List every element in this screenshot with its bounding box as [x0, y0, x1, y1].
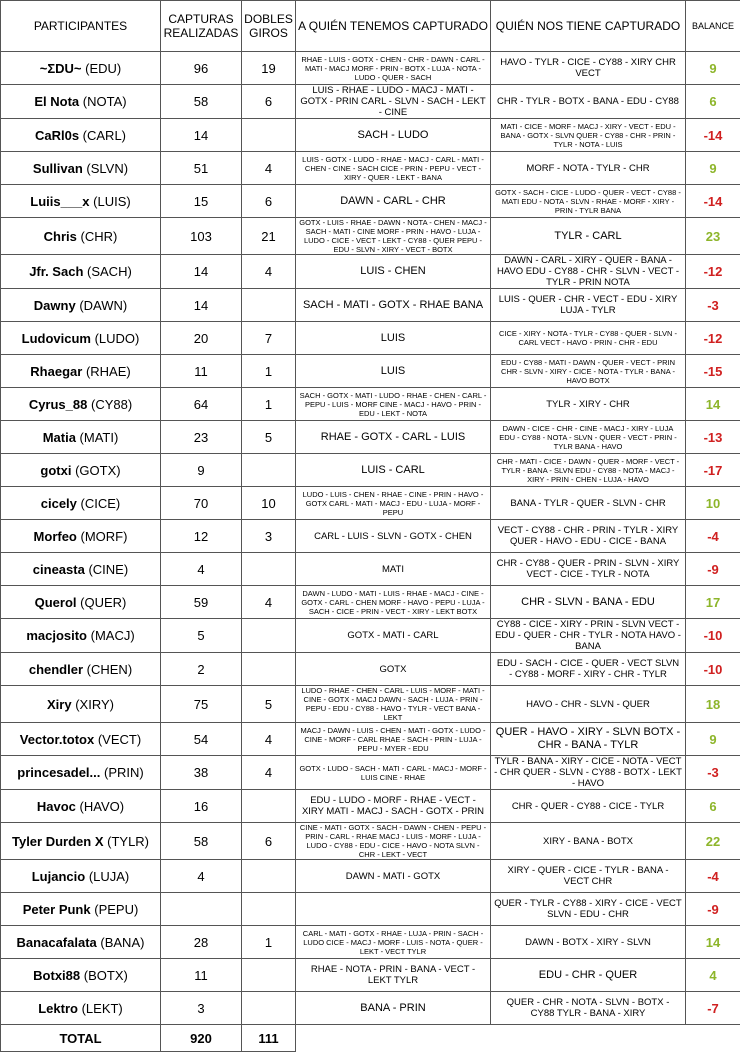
participant-code: (XIRY)	[75, 697, 114, 712]
header-captures: CAPTURAS REALIZADAS	[161, 1, 242, 52]
doubles-cell: 3	[242, 520, 296, 553]
balance-cell: -12	[686, 322, 740, 355]
captured-by-us-cell: SACH - MATI - GOTX - RHAE BANA	[296, 289, 491, 322]
captured-by-us-cell: SACH - GOTX - MATI - LUDO - RHAE - CHEN - CARL - PEPU - LUIS - MORF CINE - MACJ - HAVO - PRIN - EDU - LEKT - NOTA	[296, 388, 491, 421]
captures-cell: 5	[161, 619, 242, 653]
captured-us-cell: GOTX - SACH - CICE - LUDO - QUER - VECT - CY88 - MATI EDU - NOTA - SLVN - RHAE - MORF - XIRY - PRIN - TYLR BANA	[491, 185, 686, 218]
captured-by-us-cell: GOTX - LUIS - RHAE - DAWN - NOTA - CHEN - MACJ - SACH - MATI - CINE MORF - PRIN - HAVO - LUJA - LUDO - CICE - VECT - LEKT - CY88 - QUER PEPU - EDU - SLVN - XIRY - VECT - BOTX	[296, 218, 491, 255]
captured-us-cell: CHR - CY88 - QUER - PRIN - SLVN - XIRY VECT - CICE - TYLR - NOTA	[491, 553, 686, 586]
balance-cell: -13	[686, 421, 740, 454]
captured-us-cell: MATI - CICE - MORF - MACJ - XIRY - VECT - EDU - BANA - GOTX - SLVN QUER - CY88 - CHR - PRIN - TYLR - NOTA - LUIS	[491, 119, 686, 152]
table-row	[1, 52, 740, 85]
participant-code: (CARL)	[83, 128, 126, 143]
participant-name: Jfr. Sach	[29, 264, 83, 279]
captures-cell: 75	[161, 686, 242, 723]
participant-cell	[1, 790, 161, 823]
participant-cell	[1, 723, 161, 756]
captured-us-cell: DAWN - CARL - XIRY - QUER - BANA - HAVO EDU - CY88 - CHR - SLVN - VECT - TYLR - PRIN NOTA	[491, 255, 686, 289]
table-row	[1, 454, 740, 487]
captures-cell: 16	[161, 790, 242, 823]
balance-cell: 9	[686, 723, 740, 756]
balance-cell: -10	[686, 653, 740, 686]
participant-code: (BANA)	[100, 935, 144, 950]
table-row	[1, 520, 740, 553]
participant-cell	[1, 520, 161, 553]
captured-us-cell: EDU - SACH - CICE - QUER - VECT SLVN - CY88 - MORF - XIRY - CHR - TYLR	[491, 653, 686, 686]
captured-by-us-cell: LUDO - RHAE - CHEN - CARL - LUIS - MORF - MATI - CINE - GOTX - MACJ DAWN - SACH - LUJA - PRIN - PEPU - EDU - CY88 - HAVO - TYLR - VECT BANA - LEKT	[296, 686, 491, 723]
balance-cell: 9	[686, 52, 740, 85]
captured-by-us-cell: LUIS - GOTX - LUDO - RHAE - MACJ - CARL - MATI - CHEN - CINE - SACH CICE - PRIN - PEPU - VECT - XIRY - QUER - LEKT - BANA	[296, 152, 491, 185]
captures-cell: 64	[161, 388, 242, 421]
table-row	[1, 388, 740, 421]
participant-code: (CINE)	[88, 562, 128, 577]
captures-cell: 28	[161, 926, 242, 959]
participant-code: (MORF)	[81, 529, 128, 544]
balance-cell: 18	[686, 686, 740, 723]
balance-cell: -7	[686, 992, 740, 1025]
participant-cell	[1, 218, 161, 255]
participant-name: Banacafalata	[17, 935, 97, 950]
captured-us-cell: XIRY - QUER - CICE - TYLR - BANA - VECT CHR	[491, 860, 686, 893]
captured-by-us-cell: DAWN - MATI - GOTX	[296, 860, 491, 893]
table-row	[1, 355, 740, 388]
captured-by-us-cell: MACJ - DAWN - LUIS - CHEN - MATI - GOTX - LUDO - CINE - MORF - CARL RHAE - SACH - PRIN - LUJA - PEPU - MYER - EDU	[296, 723, 491, 756]
participant-code: (VECT)	[98, 732, 141, 747]
participant-cell	[1, 823, 161, 860]
participant-code: (CY88)	[91, 397, 132, 412]
participant-code: (RHAE)	[86, 364, 131, 379]
captures-cell: 14	[161, 255, 242, 289]
participant-cell	[1, 289, 161, 322]
captured-us-cell: CHR - QUER - CY88 - CICE - TYLR	[491, 790, 686, 823]
doubles-cell: 4	[242, 723, 296, 756]
captured-us-cell: HAVO - CHR - SLVN - QUER	[491, 686, 686, 723]
captures-cell: 59	[161, 586, 242, 619]
balance-cell: -4	[686, 860, 740, 893]
participant-code: (MATI)	[80, 430, 119, 445]
participant-code: (PRIN)	[104, 765, 144, 780]
captured-by-us-cell	[296, 893, 491, 926]
table-row	[1, 553, 740, 586]
captured-by-us-cell: MATI	[296, 553, 491, 586]
captures-cell: 58	[161, 823, 242, 860]
captured-by-us-cell: RHAE - GOTX - CARL - LUIS	[296, 421, 491, 454]
balance-cell: -3	[686, 756, 740, 790]
participant-name: Peter Punk	[23, 902, 91, 917]
balance-cell: -14	[686, 119, 740, 152]
participant-cell	[1, 487, 161, 520]
balance-cell: -12	[686, 255, 740, 289]
captured-by-us-cell: LUIS	[296, 355, 491, 388]
participant-name: Lujancio	[32, 869, 85, 884]
captures-cell: 103	[161, 218, 242, 255]
doubles-cell: 1	[242, 355, 296, 388]
table-row	[1, 926, 740, 959]
table-row	[1, 756, 740, 790]
participant-cell	[1, 454, 161, 487]
participant-name: cineasta	[33, 562, 85, 577]
participant-cell	[1, 388, 161, 421]
header-captured-by-us: A QUIÉN TENEMOS CAPTURADO	[296, 1, 491, 52]
doubles-cell	[242, 992, 296, 1025]
captures-cell: 11	[161, 355, 242, 388]
participant-name: Morfeo	[34, 529, 77, 544]
captured-by-us-cell: RHAE - NOTA - PRIN - BANA - VECT - LEKT TYLR	[296, 959, 491, 992]
captured-by-us-cell: DAWN - CARL - CHR	[296, 185, 491, 218]
captured-us-cell: EDU - CHR - QUER	[491, 959, 686, 992]
captured-us-cell: LUIS - QUER - CHR - VECT - EDU - XIRY LUJA - TYLR	[491, 289, 686, 322]
header-balance: BALANCE	[686, 1, 740, 52]
captures-cell: 58	[161, 85, 242, 119]
captures-cell: 4	[161, 860, 242, 893]
table-row	[1, 686, 740, 723]
participant-name: cicely	[41, 496, 77, 511]
doubles-cell: 1	[242, 926, 296, 959]
captured-us-cell: CICE - XIRY - NOTA - TYLR - CY88 - QUER - SLVN - CARL VECT - HAVO - PRIN - CHR - EDU	[491, 322, 686, 355]
doubles-cell: 19	[242, 52, 296, 85]
captured-us-cell: CHR - MATI - CICE - DAWN - QUER - MORF - VECT - TYLR - BANA - SLVN EDU - CY88 - NOTA - MACJ - XIRY - PRIN - CHEN - LUJA - HAVO	[491, 454, 686, 487]
captured-us-cell: QUER - HAVO - XIRY - SLVN BOTX - CHR - BANA - TYLR	[491, 723, 686, 756]
captured-by-us-cell: SACH - LUDO	[296, 119, 491, 152]
doubles-cell: 1	[242, 388, 296, 421]
captured-by-us-cell: CARL - MATI - GOTX - RHAE - LUJA - PRIN - SACH - LUDO CICE - MACJ - MORF - LUIS - NOTA - QUER - LEKT - VECT TYLR	[296, 926, 491, 959]
participant-cell	[1, 119, 161, 152]
balance-cell: 6	[686, 790, 740, 823]
participant-cell	[1, 959, 161, 992]
table-row	[1, 218, 740, 255]
captures-cell: 14	[161, 289, 242, 322]
participant-cell	[1, 421, 161, 454]
captures-cell: 38	[161, 756, 242, 790]
captured-us-cell: HAVO - TYLR - CICE - CY88 - XIRY CHR VECT	[491, 52, 686, 85]
balance-cell: 10	[686, 487, 740, 520]
participant-cell	[1, 619, 161, 653]
participant-cell	[1, 756, 161, 790]
participant-cell	[1, 52, 161, 85]
captures-cell: 9	[161, 454, 242, 487]
table-row	[1, 421, 740, 454]
participant-name: Havoc	[37, 799, 76, 814]
doubles-cell	[242, 893, 296, 926]
captured-us-cell: MORF - NOTA - TYLR - CHR	[491, 152, 686, 185]
table-row	[1, 959, 740, 992]
table-row	[1, 619, 740, 653]
balance-cell: 22	[686, 823, 740, 860]
captures-cell: 12	[161, 520, 242, 553]
participant-code: (TYLR)	[107, 834, 149, 849]
captured-us-cell: TYLR - CARL	[491, 218, 686, 255]
doubles-cell	[242, 454, 296, 487]
doubles-cell	[242, 653, 296, 686]
balance-cell: 14	[686, 388, 740, 421]
captured-us-cell: QUER - CHR - NOTA - SLVN - BOTX - CY88 TYLR - BANA - XIRY	[491, 992, 686, 1025]
participant-cell	[1, 992, 161, 1025]
participant-code: (LEKT)	[82, 1001, 123, 1016]
doubles-cell: 4	[242, 152, 296, 185]
captured-by-us-cell: EDU - LUDO - MORF - RHAE - VECT - XIRY MATI - MACJ - SACH - GOTX - PRIN	[296, 790, 491, 823]
table-row	[1, 255, 740, 289]
doubles-cell: 21	[242, 218, 296, 255]
total-doubles: 111	[242, 1025, 296, 1052]
doubles-cell: 4	[242, 586, 296, 619]
captured-by-us-cell: CARL - LUIS - SLVN - GOTX - CHEN	[296, 520, 491, 553]
participant-name: Matia	[43, 430, 76, 445]
doubles-cell: 7	[242, 322, 296, 355]
table-row	[1, 790, 740, 823]
participant-code: (LUDO)	[95, 331, 140, 346]
header-row	[1, 1, 740, 52]
table-row	[1, 185, 740, 218]
participant-name: Cyrus_88	[29, 397, 88, 412]
participant-name: Dawny	[34, 298, 76, 313]
participant-cell	[1, 185, 161, 218]
captured-by-us-cell: DAWN - LUDO - MATI - LUIS - RHAE - MACJ - CINE - GOTX - CARL - CHEN MORF - HAVO - PEPU - LUJA - SACH - CICE - PRIN - VECT - XIRY - LEKT BOTX	[296, 586, 491, 619]
captured-by-us-cell: LUIS - RHAE - LUDO - MACJ - MATI - GOTX - PRIN CARL - SLVN - SACH - LEKT - CINE	[296, 85, 491, 119]
captured-by-us-cell: BANA - PRIN	[296, 992, 491, 1025]
table-row	[1, 723, 740, 756]
participant-name: ~ΣDU~	[40, 61, 82, 76]
participant-name: Xiry	[47, 697, 72, 712]
captured-us-cell: DAWN - BOTX - XIRY - SLVN	[491, 926, 686, 959]
captured-us-cell: CHR - TYLR - BOTX - BANA - EDU - CY88	[491, 85, 686, 119]
table-body	[1, 52, 740, 1025]
doubles-cell	[242, 553, 296, 586]
captures-cell: 2	[161, 653, 242, 686]
participant-code: (SLVN)	[86, 161, 128, 176]
participant-name: Luiis___x	[30, 194, 89, 209]
doubles-cell	[242, 119, 296, 152]
participant-cell	[1, 860, 161, 893]
total-captures: 920	[161, 1025, 242, 1052]
doubles-cell: 10	[242, 487, 296, 520]
table-row	[1, 992, 740, 1025]
table-row	[1, 119, 740, 152]
participant-cell	[1, 322, 161, 355]
participant-cell	[1, 653, 161, 686]
doubles-cell: 6	[242, 85, 296, 119]
participant-code: (HAVO)	[80, 799, 125, 814]
participant-name: macjosito	[26, 628, 87, 643]
captures-cell: 96	[161, 52, 242, 85]
captures-cell: 23	[161, 421, 242, 454]
doubles-cell: 4	[242, 756, 296, 790]
balance-cell: -4	[686, 520, 740, 553]
captured-us-cell: CY88 - CICE - XIRY - PRIN - SLVN VECT - EDU - QUER - CHR - TYLR - NOTA HAVO - BANA	[491, 619, 686, 653]
participant-name: Chris	[44, 229, 77, 244]
total-row	[1, 1025, 740, 1052]
captured-by-us-cell: GOTX	[296, 653, 491, 686]
captures-cell: 20	[161, 322, 242, 355]
participant-name: gotxi	[40, 463, 71, 478]
table-row	[1, 860, 740, 893]
table-row	[1, 586, 740, 619]
captured-us-cell: DAWN - CICE - CHR - CINE - MACJ - XIRY - LUJA EDU - CY88 - NOTA - SLVN - QUER - VECT - PRIN - TYLR BANA - HAVO	[491, 421, 686, 454]
captured-by-us-cell: LUIS - CARL	[296, 454, 491, 487]
participant-name: CaRl0s	[35, 128, 79, 143]
captured-us-cell: TYLR - XIRY - CHR	[491, 388, 686, 421]
doubles-cell	[242, 619, 296, 653]
doubles-cell: 5	[242, 686, 296, 723]
participant-code: (PEPU)	[94, 902, 138, 917]
table-row	[1, 893, 740, 926]
captures-cell: 15	[161, 185, 242, 218]
captured-by-us-cell: LUDO - LUIS - CHEN - RHAE - CINE - PRIN - HAVO - GOTX CARL - MATI - MACJ - EDU - LUJA - MORF - PEPU	[296, 487, 491, 520]
participant-cell	[1, 893, 161, 926]
participant-cell	[1, 686, 161, 723]
participant-name: Lektro	[38, 1001, 78, 1016]
doubles-cell: 5	[242, 421, 296, 454]
captures-cell: 3	[161, 992, 242, 1025]
balance-cell: -17	[686, 454, 740, 487]
participant-name: Botxi88	[33, 968, 80, 983]
participant-code: (EDU)	[85, 61, 121, 76]
participant-name: Querol	[35, 595, 77, 610]
doubles-cell	[242, 790, 296, 823]
participant-name: Ludovicum	[22, 331, 91, 346]
participant-code: (SACH)	[87, 264, 132, 279]
participant-code: (NOTA)	[83, 94, 127, 109]
captured-us-cell: EDU - CY88 - MATI - DAWN - QUER - VECT - PRIN CHR - SLVN - XIRY - CICE - NOTA - TYLR - BANA - HAVO BOTX	[491, 355, 686, 388]
table-row	[1, 653, 740, 686]
header-participants: PARTICIPANTES	[1, 1, 161, 52]
captures-cell: 70	[161, 487, 242, 520]
captured-by-us-cell: CINE - MATI - GOTX - SACH - DAWN - CHEN - PEPU - PRIN - CARL - RHAE MACJ - LUIS - MORF - LUJA - LUDO - CY88 - EDU - CICE - HAVO - NOTA SLVN - CHR - LEKT - VECT	[296, 823, 491, 860]
balance-cell: 14	[686, 926, 740, 959]
captured-by-us-cell: LUIS - CHEN	[296, 255, 491, 289]
participant-name: El Nota	[34, 94, 79, 109]
captured-us-cell: CHR - SLVN - BANA - EDU	[491, 586, 686, 619]
captures-cell: 14	[161, 119, 242, 152]
participant-name: chendler	[29, 662, 83, 677]
captured-us-cell: QUER - TYLR - CY88 - XIRY - CICE - VECT SLVN - EDU - CHR	[491, 893, 686, 926]
captures-cell: 4	[161, 553, 242, 586]
captures-cell	[161, 893, 242, 926]
participant-cell	[1, 553, 161, 586]
captures-cell: 51	[161, 152, 242, 185]
balance-cell: 17	[686, 586, 740, 619]
participant-name: Tyler Durden X	[12, 834, 104, 849]
table-row	[1, 152, 740, 185]
table-row	[1, 289, 740, 322]
participant-code: (GOTX)	[75, 463, 121, 478]
captured-by-us-cell: GOTX - LUDO - SACH - MATI - CARL - MACJ - MORF - LUIS CINE - RHAE	[296, 756, 491, 790]
table-row	[1, 487, 740, 520]
captured-by-us-cell: LUIS	[296, 322, 491, 355]
captures-cell: 11	[161, 959, 242, 992]
participant-code: (LUIS)	[93, 194, 131, 209]
balance-cell: -9	[686, 893, 740, 926]
balance-cell: -15	[686, 355, 740, 388]
table-row	[1, 322, 740, 355]
participant-code: (LUJA)	[89, 869, 129, 884]
participant-name: Sullivan	[33, 161, 83, 176]
participant-cell	[1, 355, 161, 388]
participant-cell	[1, 255, 161, 289]
captured-us-cell: TYLR - BANA - XIRY - CICE - NOTA - VECT - CHR QUER - SLVN - CY88 - BOTX - LEKT - HAVO	[491, 756, 686, 790]
balance-cell: -14	[686, 185, 740, 218]
total-blank	[296, 1025, 491, 1052]
participant-name: princesadel...	[17, 765, 100, 780]
participant-cell	[1, 586, 161, 619]
balance-cell: 23	[686, 218, 740, 255]
captured-us-cell: XIRY - BANA - BOTX	[491, 823, 686, 860]
doubles-cell: 6	[242, 185, 296, 218]
doubles-cell	[242, 860, 296, 893]
participant-code: (DAWN)	[79, 298, 127, 313]
total-blank	[491, 1025, 686, 1052]
doubles-cell: 6	[242, 823, 296, 860]
participant-code: (MACJ)	[91, 628, 135, 643]
participant-cell	[1, 85, 161, 119]
participant-name: Vector.totox	[20, 732, 94, 747]
balance-cell: 4	[686, 959, 740, 992]
table-row	[1, 823, 740, 860]
total-label: TOTAL	[1, 1025, 161, 1052]
balance-cell: -3	[686, 289, 740, 322]
balance-cell: 9	[686, 152, 740, 185]
balance-cell: -9	[686, 553, 740, 586]
header-captured-us: QUIÉN NOS TIENE CAPTURADO	[491, 1, 686, 52]
participant-code: (CHEN)	[87, 662, 133, 677]
captured-by-us-cell: GOTX - MATI - CARL	[296, 619, 491, 653]
participant-cell	[1, 926, 161, 959]
captured-by-us-cell: RHAE - LUIS - GOTX - CHEN - CHR - DAWN - CARL - MATI - MACJ MORF - PRIN - BOTX - LUJA - NOTA - LUDO - QUER - SACH	[296, 52, 491, 85]
participant-code: (BOTX)	[84, 968, 128, 983]
participant-code: (CICE)	[81, 496, 121, 511]
participant-code: (QUER)	[80, 595, 126, 610]
doubles-cell	[242, 289, 296, 322]
participant-code: (CHR)	[81, 229, 118, 244]
participant-name: Rhaegar	[30, 364, 82, 379]
doubles-cell	[242, 959, 296, 992]
header-doubles: DOBLES GIROS	[242, 1, 296, 52]
total-blank	[686, 1025, 740, 1052]
doubles-cell: 4	[242, 255, 296, 289]
participant-cell	[1, 152, 161, 185]
captured-us-cell: BANA - TYLR - QUER - SLVN - CHR	[491, 487, 686, 520]
balance-cell: 6	[686, 85, 740, 119]
table-row	[1, 85, 740, 119]
balance-cell: -10	[686, 619, 740, 653]
captures-cell: 54	[161, 723, 242, 756]
captured-us-cell: VECT - CY88 - CHR - PRIN - TYLR - XIRY QUER - HAVO - EDU - CICE - BANA	[491, 520, 686, 553]
